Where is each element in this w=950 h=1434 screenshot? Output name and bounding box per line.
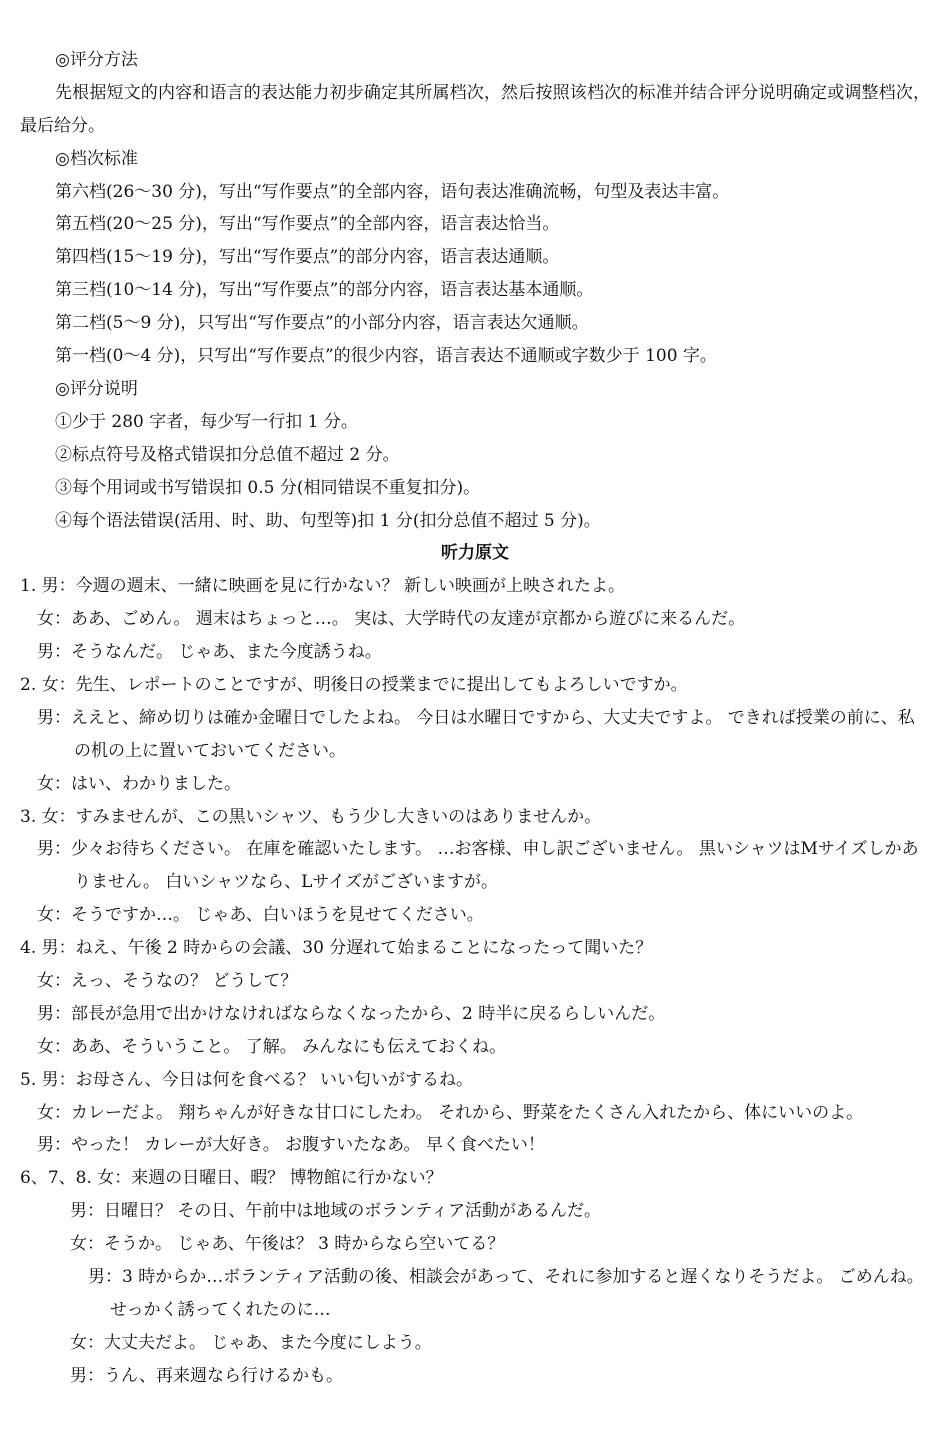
q4-line-4: 女：ああ、そういうこと。 了解。 みんなにも伝えておくね。 — [37, 1036, 507, 1057]
q678-line-6: 男：うん、再来週なら行けるかも。 — [70, 1365, 344, 1386]
q4-line-1: 4. 男：ねえ、午後 2 時からの会議、30 分遅れて始まることになったって聞いた？ — [20, 938, 653, 959]
note-1: ①少于 280 字者，每少写一行扣 1 分。 — [55, 411, 358, 432]
q5-line-1: 5. 男：お母さん、今日は何を食べる？ いい匂いがするね。 — [20, 1069, 474, 1090]
q3-line-2-text: 男：少々お待ちください。 在庫を確認いたします。 …お客様、申し訳ございません。 黒いシャツはMサイズしかありません。 白いシャツなら、Lサイズがございますが。 — [37, 839, 919, 893]
note-2: ②标点符号及格式错误扣分总值不超过 2 分。 — [55, 444, 400, 465]
q2-line-2-text: 男：ええと、締め切りは確か金曜日でしたよね。 今日は水曜日ですから、大丈夫ですよ。 できれば授業の前に、私の机の上に置いておいてください。 — [37, 707, 915, 761]
q3-line-3: 女：そうですか…。 じゃあ、白いほうを見せてください。 — [37, 905, 484, 926]
q678-line-1: 6、7、8. 女：来週の日曜日、暇？ 博物館に行かない？ — [20, 1168, 443, 1189]
note-4: ④每个语法错误(活用、时、助、句型等)扣 1 分(扣分总值不超过 5 分)。 — [55, 510, 601, 531]
document-page — [0, 44, 950, 1393]
q3-line-1: 3. 女：すみませんが、この黒いシャツ、もう少し大きいのはありませんか。 — [20, 806, 602, 827]
q678-line-4-text: 男：3 時からか…ボランティア活動の後、相談会があって、それに参加すると遅くなりそうだよ。 ごめんね。 せっかく誘ってくれたのに… — [88, 1267, 924, 1320]
q2-line-1: 2. 女：先生、レポートのことですが、明後日の授業までに提出してもよろしいですか。 — [20, 674, 688, 695]
q1-line-3: 男：そうなんだ。 じゃあ、また今度誘うね。 — [37, 642, 382, 663]
transcript-title: 听力原文 — [441, 543, 509, 564]
scoring-method-title: ◎评分方法 — [55, 50, 138, 70]
note-3: ③每个用词或书写错误扣 0.5 分(相同错误不重复扣分)。 — [55, 477, 481, 498]
level-4: 第四档(15～19 分)，写出“写作要点”的部分内容，语言表达通顺。 — [55, 247, 560, 268]
notes-title: ◎评分说明 — [55, 378, 138, 399]
q4-line-2: 女：えっ、そうなの？ どうして？ — [37, 971, 298, 992]
level-1: 第一档(0～4 分)，只写出“写作要点”的很少内容，语言表达不通顺或字数少于 100 字。 — [55, 346, 717, 367]
q678-line-5: 女：大丈夫だよ。 じゃあ、また今度にしよう。 — [70, 1332, 432, 1353]
q4-line-3: 男：部長が急用で出かけなければならなくなったから、2 時半に戻るらしいんだ。 — [37, 1003, 666, 1024]
scoring-method-paragraph: 先根据短文的内容和语言的表达能力初步确定其所属档次，然后按照该档次的标准并结合评分说明确定或调整档次，最后给分。 — [20, 82, 930, 136]
level-3: 第三档(10～14 分)，写出“写作要点”的部分内容，语言表达基本通顺。 — [55, 280, 594, 301]
levels-title: ◎档次标准 — [55, 148, 138, 169]
level-2: 第二档(5～9 分)，只写出“写作要点”的小部分内容，语言表达欠通顺。 — [55, 313, 589, 334]
q2-line-3: 女：はい、わかりました。 — [37, 773, 241, 794]
level-6: 第六档(26～30 分)，写出“写作要点”的全部内容，语句表达准确流畅，句型及表达丰富。 — [55, 181, 730, 202]
q678-line-2: 男：日曜日？ その日、午前中は地域のボランティア活動があるんだ。 — [70, 1201, 602, 1222]
q678-line-3: 女：そうか。 じゃあ、午後は？ 3 時からなら空いてる？ — [70, 1234, 505, 1255]
q5-line-2: 女：カレーだよ。 翔ちゃんが好きな甘口にしたわ。 それから、野菜をたくさん入れたから、体にいいのよ。 — [37, 1102, 864, 1123]
q1-line-1: 1. 男：今週の週末、一緒に映画を見に行かない？ 新しい映画が上映されたよ。 — [20, 576, 626, 597]
q5-line-3: 男：やった！ カレーが大好き。 お腹すいたなあ。 早く食べたい！ — [37, 1135, 545, 1156]
q3-line-2 — [0, 833, 950, 899]
q2-line-2 — [0, 702, 950, 768]
scoring-method-text — [0, 77, 950, 143]
q1-line-2: 女：ああ、ごめん。 週末はちょっと…。 実は、大学時代の友達が京都から遊びに来るんだ。 — [37, 609, 746, 630]
level-5: 第五档(20～25 分)，写出“写作要点”的全部内容，语言表达恰当。 — [55, 214, 560, 235]
q678-line-4 — [0, 1261, 950, 1327]
